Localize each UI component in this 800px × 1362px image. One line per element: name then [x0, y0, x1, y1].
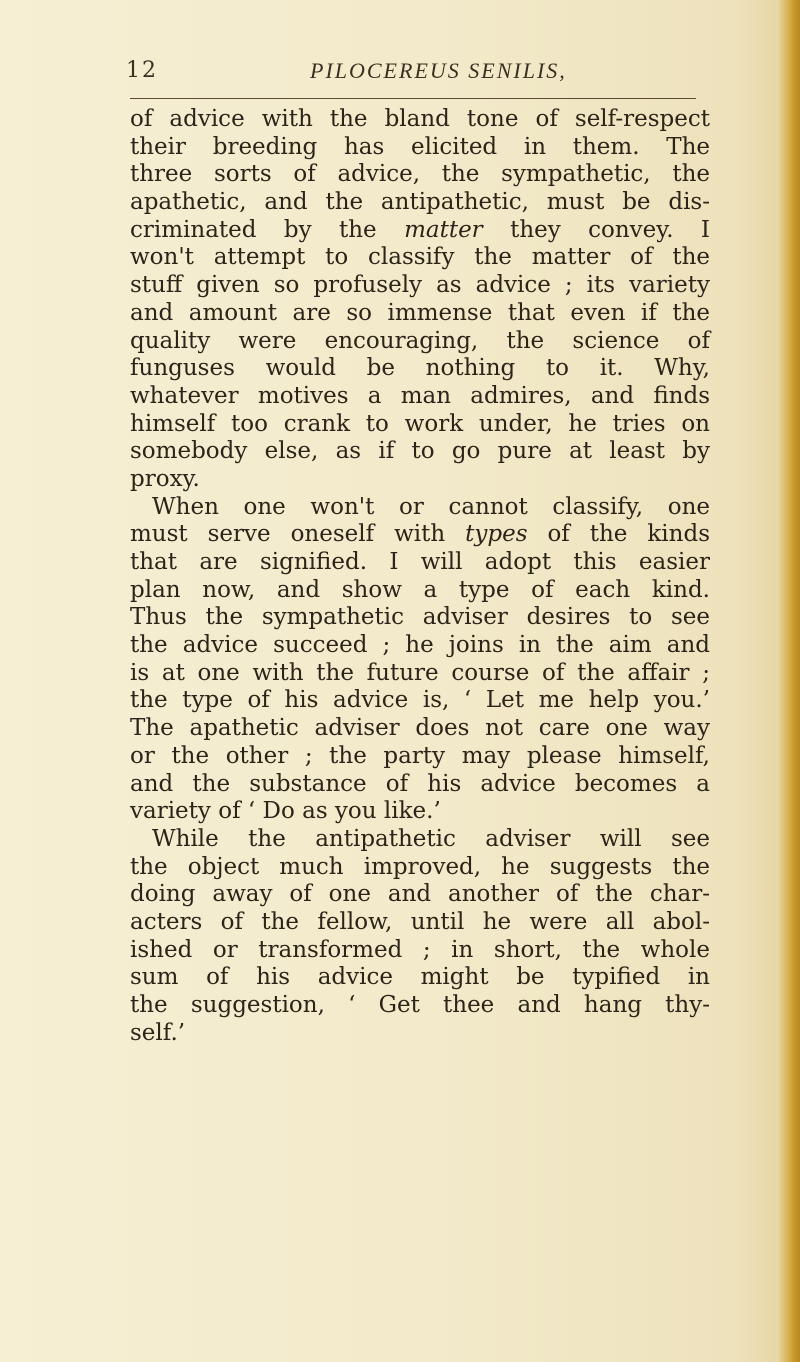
- text-line-segment: or the other ; the party may please himself,: [130, 742, 710, 769]
- text-line-segment: of advice with the bland tone of self-respect: [130, 106, 710, 132]
- text-line: [130, 494, 710, 522]
- text-line: [130, 521, 710, 549]
- text-line-segment: the type of his advice is, ‘ Let me help you.’: [130, 687, 710, 714]
- text-line-segment: quality were encouraging, the science of: [130, 327, 710, 354]
- emphasized-word: types: [465, 521, 528, 548]
- text-line: [130, 660, 710, 688]
- text-line: [130, 715, 710, 743]
- page-header: [0, 50, 800, 90]
- text-line: [130, 328, 710, 356]
- text-line: [130, 826, 710, 854]
- text-line: [130, 798, 710, 826]
- text-line-segment: criminated by the: [130, 216, 405, 243]
- text-line: [130, 687, 710, 715]
- text-line-segment: they convey. I: [482, 216, 710, 243]
- text-line-segment: and the substance of his advice becomes a: [130, 770, 710, 797]
- text-line-segment: the advice succeed ; he joins in the aim and: [130, 632, 710, 659]
- text-line: [130, 383, 710, 411]
- page-number: 12: [126, 58, 158, 83]
- text-line-segment: self.’: [130, 1019, 186, 1046]
- text-line-segment: plan now, and show a type of each kind.: [130, 576, 710, 603]
- text-line-segment: ished or transformed ; in short, the whole: [130, 936, 710, 963]
- text-line-segment: acters of the fellow, until he were all abol-: [130, 908, 710, 935]
- text-line: [130, 438, 710, 466]
- text-line-segment: is at one with the future course of the affair ;: [130, 659, 710, 686]
- text-line-segment: himself too crank to work under, he tries on: [130, 410, 710, 437]
- text-line: [130, 189, 710, 217]
- text-line: [130, 881, 710, 909]
- text-line: [130, 272, 710, 300]
- text-line: [130, 604, 710, 632]
- text-line: [130, 964, 710, 992]
- page-edge-shadow: [778, 0, 800, 1362]
- text-line-segment: won't attempt to classify the matter of the: [130, 244, 710, 271]
- text-line: [130, 992, 710, 1020]
- text-line-segment: whatever motives a man admires, and finds: [130, 382, 710, 409]
- running-head: PILOCEREUS SENILIS,: [310, 58, 567, 83]
- text-line-segment: the suggestion, ‘ Get thee and hang thy-: [130, 992, 710, 1018]
- text-line: [130, 466, 710, 494]
- text-line-segment: that are signified. I will adopt this easier: [130, 549, 710, 575]
- emphasized-word: matter: [404, 216, 483, 243]
- text-line-segment: When one won't or cannot classify, one: [152, 493, 710, 520]
- text-line-segment: proxy.: [130, 465, 200, 492]
- text-line-segment: their breeding has elicited in them. The: [130, 133, 710, 160]
- text-line: [130, 411, 710, 439]
- text-line: [130, 244, 710, 272]
- text-line: [130, 217, 710, 245]
- text-line-segment: variety of ‘ Do as you like.’: [130, 798, 441, 825]
- text-line-segment: the object much improved, he suggests the: [130, 853, 710, 880]
- text-line: [130, 355, 710, 383]
- text-line-segment: funguses would be nothing to it. Why,: [130, 355, 710, 382]
- text-line-segment: must serve oneself with: [130, 521, 466, 548]
- text-line: [130, 134, 710, 162]
- text-line-segment: stuff given so profusely as advice ; its variety: [130, 272, 710, 299]
- text-line: [130, 106, 710, 134]
- text-line: [130, 577, 710, 605]
- text-line-segment: apathetic, and the antipathetic, must be dis-: [130, 189, 710, 216]
- text-line-segment: three sorts of advice, the sympathetic, the: [130, 161, 710, 188]
- text-line: [130, 549, 710, 577]
- text-line-segment: of the kinds: [527, 521, 710, 548]
- text-line-segment: The apathetic adviser does not care one way: [130, 715, 710, 742]
- text-line: [130, 771, 710, 799]
- text-line: [130, 632, 710, 660]
- text-line: [130, 161, 710, 189]
- text-line: [130, 1020, 710, 1048]
- text-line-segment: and amount are so immense that even if the: [130, 299, 710, 326]
- text-line: [130, 743, 710, 771]
- text-line: [130, 300, 710, 328]
- text-line: [130, 909, 710, 937]
- text-line-segment: sum of his advice might be typified in: [130, 964, 710, 991]
- body-text: [130, 106, 710, 1047]
- text-line: [130, 854, 710, 882]
- text-line-segment: While the antipathetic adviser will see: [152, 825, 710, 852]
- text-line-segment: doing away of one and another of the char-: [130, 881, 710, 908]
- text-line-segment: Thus the sympathetic adviser desires to see: [130, 604, 710, 631]
- text-line-segment: somebody else, as if to go pure at least by: [130, 438, 710, 465]
- header-rule: [130, 98, 696, 99]
- text-line: [130, 937, 710, 965]
